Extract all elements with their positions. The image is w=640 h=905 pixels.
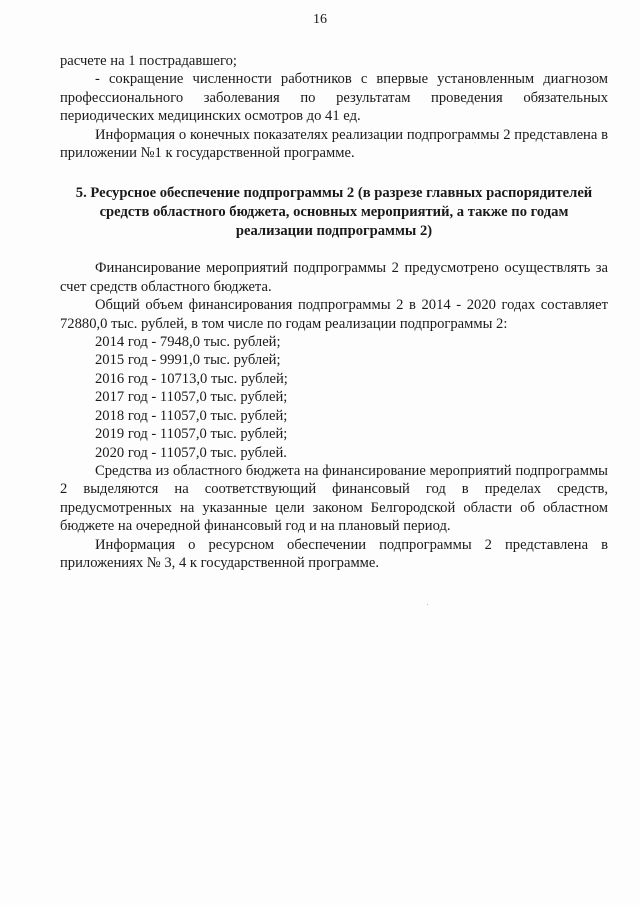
final-indicators-paragraph: Информация о конечных показателях реализации подпрограммы 2 представлена в приложении №1 к государственной программе. — [60, 126, 608, 162]
yearly-financing-list — [60, 333, 608, 462]
list-item: 2015 год - 9991,0 тыс. рублей; — [95, 352, 281, 369]
list-item: 2017 год - 11057,0 тыс. рублей; — [95, 389, 288, 406]
heading-line: средств областного бюджета, основных мероприятий, а также по годам — [99, 204, 569, 221]
section-heading — [60, 184, 608, 241]
list-item: 2018 год - 11057,0 тыс. рублей; — [95, 407, 288, 424]
document-body — [60, 52, 608, 572]
reduction-paragraph: - сокращение численности работников с впервые установленным диагнозом профессионального заболевания по результатам проведения обязательных периодических медицинских осмотров до 41 ед. — [60, 71, 608, 125]
total-financing-paragraph: Общий объем финансирования подпрограммы 2 в 2014 - 2020 годах составляет 72880,0 тыс. рублей, в том числе по годам реализации подпрограммы 2: — [60, 297, 608, 332]
page-number: 16 — [313, 12, 327, 27]
financing-paragraph: Финансирование мероприятий подпрограммы 2 предусмотрено осуществлять за счет средств областного бюджета. — [60, 260, 608, 295]
intro-line: расчете на 1 пострадавшего; — [60, 53, 237, 69]
list-item: 2014 год - 7948,0 тыс. рублей; — [95, 334, 281, 351]
scan-speck — [427, 604, 428, 605]
heading-line: 5. Ресурсное обеспечение подпрограммы 2 (в разрезе главных распорядителей — [75, 185, 593, 202]
list-item: 2019 год - 11057,0 тыс. рублей; — [95, 426, 288, 443]
list-item: 2016 год - 10713,0 тыс. рублей; — [95, 370, 288, 387]
list-item: 2020 год - 11057,0 тыс. рублей. — [95, 444, 287, 461]
resource-info-paragraph: Информация о ресурсном обеспечении подпрограммы 2 представлена в приложениях № 3, 4 к государственной программе. — [60, 536, 608, 571]
budget-funds-paragraph: Средства из областного бюджета на финансирование мероприятий подпрограммы 2 выделяются на соответствующий финансовый год в пределах средств, предусмотренных на указанные цели законом Белгородской области об областном бюджете на очередной финансовый год и на плановый период. — [60, 462, 608, 535]
heading-line: реализации подпрограммы 2) — [235, 223, 433, 240]
